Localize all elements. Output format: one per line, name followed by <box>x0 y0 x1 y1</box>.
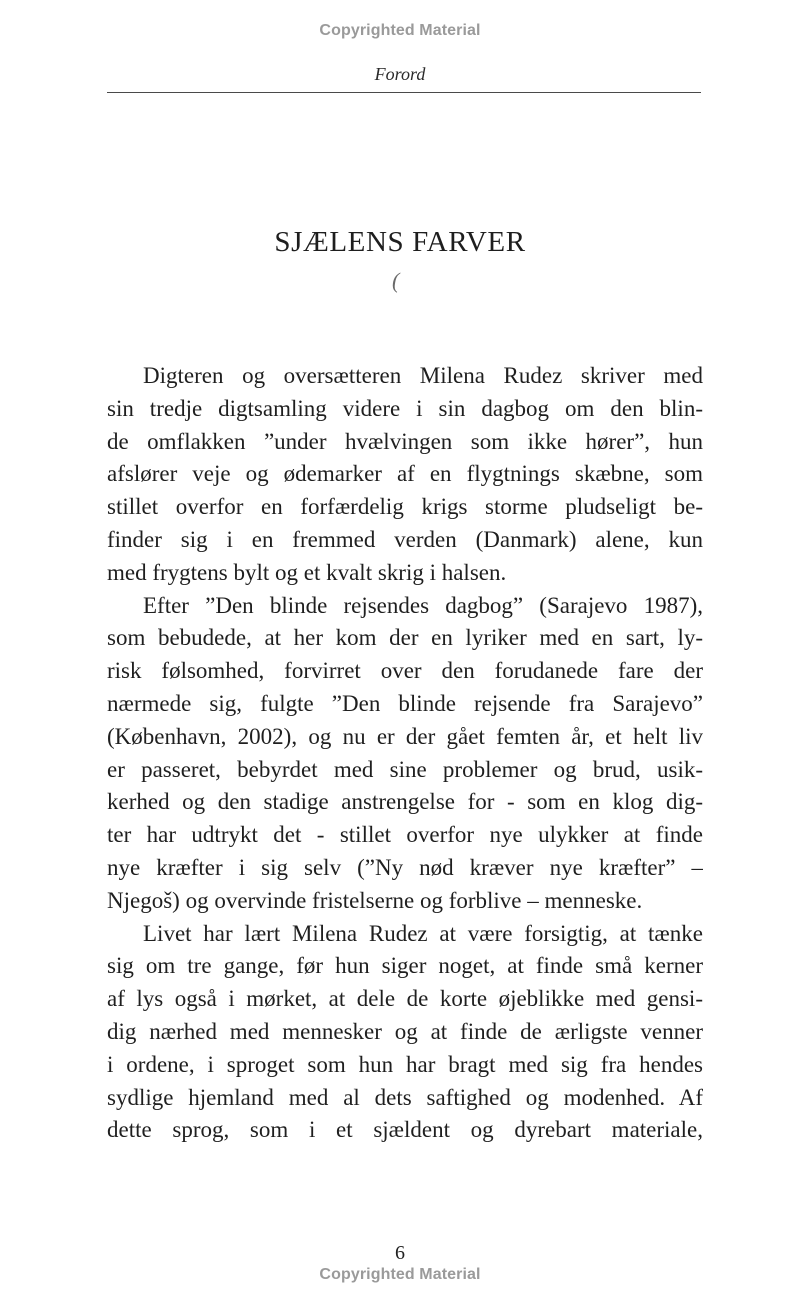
text-line: i ordene, i sproget som hun har bragt med sig fra hendes <box>107 1051 703 1077</box>
text-line: sydlige hjemland med al dets saftighed og modenhed. Af <box>107 1084 703 1110</box>
text-line: de omflakken ”under hvælvingen som ikke hører”, hun <box>107 428 703 454</box>
page-number: 6 <box>395 1242 405 1264</box>
text-line: Digteren og oversætteren Milena Rudez skriver med <box>143 363 703 388</box>
text-line: dette sprog, som i et sjældent og dyrebart materiale, <box>107 1117 703 1143</box>
text-line: (København, 2002), og nu er der gået femten år, et helt liv <box>107 723 703 749</box>
text-line: dig nærhed med mennesker og at finde de ærligste venner <box>107 1018 703 1044</box>
text-line: finder sig i en fremmed verden (Danmark) alene, kun <box>107 526 703 552</box>
copyright-watermark-bottom: Copyrighted Material <box>319 1266 481 1283</box>
text-line: nærmede sig, fulgte ”Den blinde rejsende fra Sarajevo” <box>107 690 703 716</box>
header-rule <box>107 92 701 93</box>
text-line: Livet har lært Milena Rudez at være forsigtig, at tænke <box>143 920 703 946</box>
text-line: sig om tre gange, før hun siger noget, at finde små kerner <box>107 953 703 979</box>
text-line: ter har udtrykt det - stillet overfor nye ulykker at finde <box>107 822 703 848</box>
stray-mark: ( <box>392 268 400 293</box>
text-line: afslører veje og ødemarker af en flygtnings skæbne, som <box>107 461 703 487</box>
text-line: stillet overfor en forfærdelig krigs storme pludseligt be- <box>107 494 703 520</box>
text-line: Efter ”Den blinde rejsendes dagbog” (Sarajevo 1987), <box>143 592 703 618</box>
text-line: som bebudede, at her kom der en lyriker med en sart, ly- <box>107 625 703 651</box>
body-text <box>107 360 703 1147</box>
text-line: Njegoš) og overvinde fristelserne og forblive – menneske. <box>107 887 643 913</box>
paragraph <box>107 918 703 1148</box>
text-line: sin tredje digtsamling videre i sin dagbog om den blin- <box>107 395 703 421</box>
paragraph <box>107 360 703 590</box>
text-line: af lys også i mørket, at dele de korte øjeblikke med gensi- <box>107 986 703 1012</box>
paragraph <box>107 590 703 918</box>
copyright-watermark-top: Copyrighted Material <box>319 22 481 39</box>
text-line: er passeret, bebyrdet med sine problemer og brud, usik- <box>107 756 703 782</box>
running-header: Forord <box>374 64 426 84</box>
chapter-title: SJÆLENS FARVER <box>274 226 526 258</box>
text-line: nye kræfter i sig selv (”Ny nød kræver nye kræfter” – <box>107 854 703 880</box>
text-line: risk følsomhed, forvirret over den forudanede fare der <box>107 658 703 684</box>
text-line: med frygtens bylt og et kvalt skrig i halsen. <box>107 559 507 585</box>
text-line: kerhed og den stadige anstrengelse for - som en klog dig- <box>107 789 703 815</box>
